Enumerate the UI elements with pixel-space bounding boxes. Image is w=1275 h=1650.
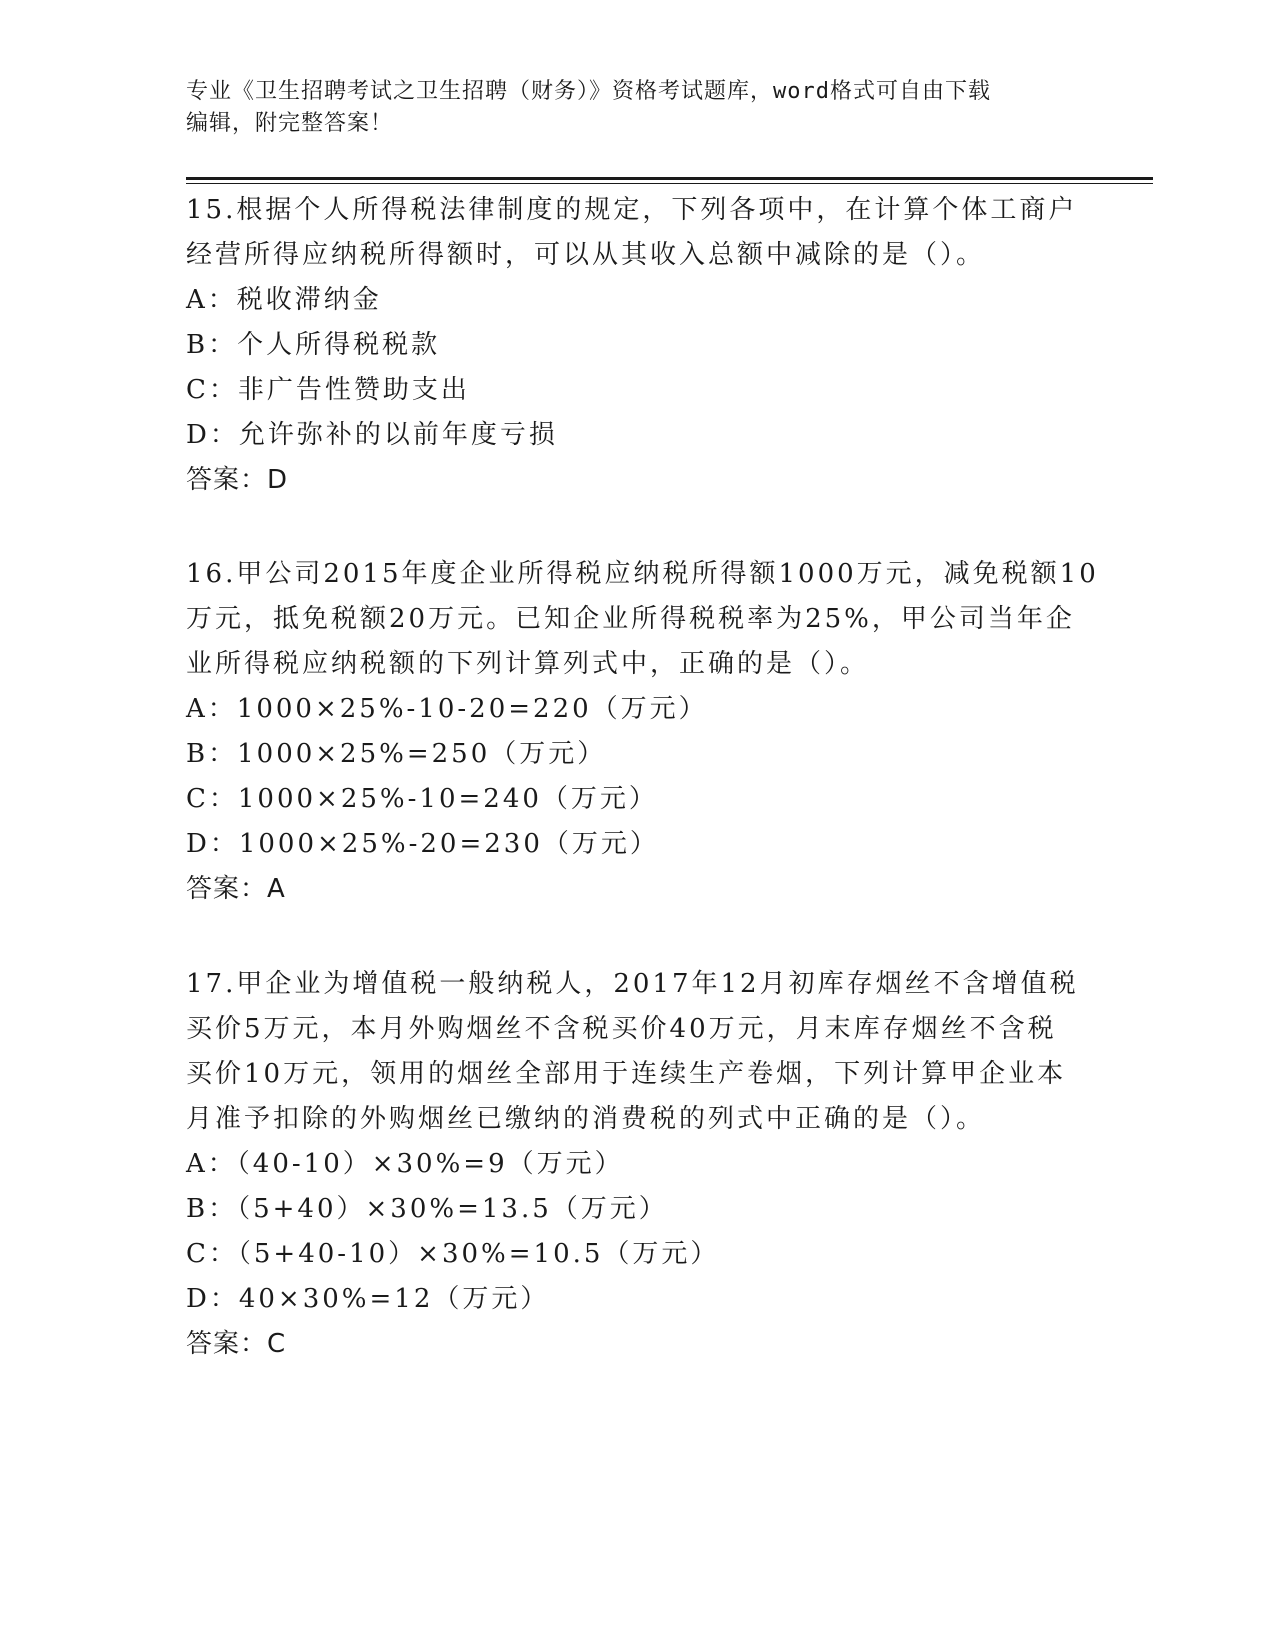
question-stem-line: 业所得税应纳税额的下列计算列式中，正确的是（）。 <box>186 649 870 679</box>
answer-line: 答案：D <box>186 465 289 495</box>
question-stem-line: 月准予扣除的外购烟丝已缴纳的消费税的列式中正确的是（）。 <box>186 1104 986 1134</box>
header-line: 编辑，附完整答案！ <box>186 111 394 136</box>
option-b: B：1000×25%=250（万元） <box>186 739 607 769</box>
option-c: C：（5+40-10）×30%=10.5（万元） <box>186 1239 720 1269</box>
header-divider-thick <box>186 177 1153 180</box>
question-stem-line: 买价5万元，本月外购烟丝不含税买价40万元，月末库存烟丝不含税 <box>186 1014 1057 1044</box>
question-stem-line: 15.根据个人所得税法律制度的规定，下列各项中，在计算个体工商户 <box>186 195 1078 225</box>
option-d: D：允许弥补的以前年度亏损 <box>186 420 558 450</box>
option-b: B：个人所得税税款 <box>186 330 441 360</box>
header-line: 专业《卫生招聘考试之卫生招聘（财务）》资格考试题库，word格式可自由下载 <box>186 79 991 104</box>
option-d: D：40×30%=12（万元） <box>186 1284 550 1314</box>
question-15 <box>186 188 1086 503</box>
answer-line: 答案：C <box>186 1329 287 1359</box>
document-header <box>186 76 1066 140</box>
option-a: A：（40-10）×30%=9（万元） <box>186 1149 624 1179</box>
question-stem-line: 万元，抵免税额20万元。已知企业所得税税率为25%，甲公司当年企 <box>186 604 1075 634</box>
question-17 <box>186 962 1086 1367</box>
question-stem-line: 经营所得应纳税所得额时，可以从其收入总额中减除的是（）。 <box>186 240 986 270</box>
option-b: B：（5+40）×30%=13.5（万元） <box>186 1194 668 1224</box>
question-stem-line: 买价10万元，领用的烟丝全部用于连续生产卷烟，下列计算甲企业本 <box>186 1059 1067 1089</box>
question-16 <box>186 552 1099 912</box>
question-stem-line: 17.甲企业为增值税一般纳税人，2017年12月初库存烟丝不含增值税 <box>186 969 1079 999</box>
header-divider-thin <box>186 183 1153 184</box>
option-c: C：非广告性赞助支出 <box>186 375 470 405</box>
answer-line: 答案：A <box>186 874 286 904</box>
option-c: C：1000×25%-10=240（万元） <box>186 784 658 814</box>
option-a: A：税收滞纳金 <box>186 285 382 315</box>
option-a: A：1000×25%-10-20=220（万元） <box>186 694 708 724</box>
question-stem-line: 16.甲公司2015年度企业所得税应纳税所得额1000万元，减免税额10 <box>186 559 1099 589</box>
option-d: D：1000×25%-20=230（万元） <box>186 829 659 859</box>
